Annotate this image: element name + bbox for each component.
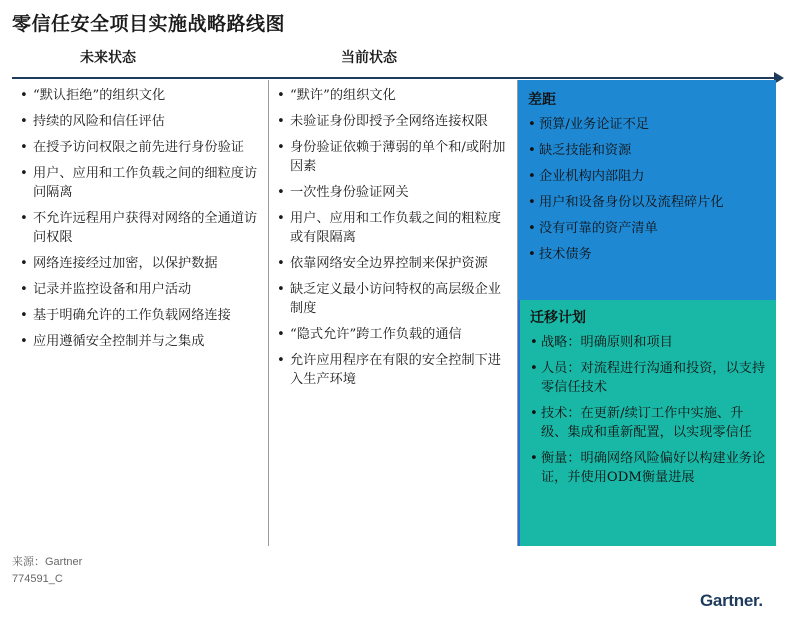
current-item: • 一次性身份验证网关 xyxy=(277,183,511,202)
future-item: • 应用遵循安全控制并与之集成 xyxy=(20,332,258,351)
future-item: • “默认拒绝”的组织文化 xyxy=(20,86,258,105)
future-item: • 记录并监控设备和用户活动 xyxy=(20,280,258,299)
current-item: • “默许”的组织文化 xyxy=(277,86,511,105)
timeline-arrow-line xyxy=(12,77,778,79)
gap-title: 差距 xyxy=(528,92,556,108)
gap-item: • 技术债务 xyxy=(528,245,766,264)
future-item: • 网络连接经过加密，以保护数据 xyxy=(20,254,258,273)
future-item: • 持续的风险和信任评估 xyxy=(20,112,258,131)
current-item: • 依靠网络安全边界控制来保护资源 xyxy=(277,254,511,273)
gap-box xyxy=(518,80,776,300)
gap-item: • 没有可靠的资产清单 xyxy=(528,219,766,238)
gap-item: • 缺乏技能和资源 xyxy=(528,141,766,160)
future-item: • 不允许远程用户获得对网络的全通道访问权限 xyxy=(20,209,258,247)
current-item: • “隐式允许”跨工作负载的通信 xyxy=(277,325,511,344)
future-item: • 在授予访问权限之前先进行身份验证 xyxy=(20,138,258,157)
current-state-list xyxy=(277,86,511,396)
figure-code: 774591_C xyxy=(12,573,63,585)
source-note: 来源：Gartner xyxy=(12,556,83,568)
future-state-header: 未来状态 xyxy=(80,50,136,66)
gap-item: • 用户和设备身份以及流程碎片化 xyxy=(528,193,766,212)
gap-item: • 预算/业务论证不足 xyxy=(528,115,766,134)
plan-title: 迁移计划 xyxy=(530,310,586,326)
current-item: • 允许应用程序在有限的安全控制下进入生产环境 xyxy=(277,351,511,389)
plan-item: • 人员：对流程进行沟通和投资，以支持零信任技术 xyxy=(530,359,766,397)
plan-item: • 技术：在更新/续订工作中实施、升级、集成和重新配置，以实现零信任 xyxy=(530,404,766,442)
plan-item: • 衡量：明确网络风险偏好以构建业务论证，并使用ODM衡量进展 xyxy=(530,449,766,487)
future-state-list xyxy=(20,86,258,358)
current-item: • 用户、应用和工作负载之间的粗粒度或有限隔离 xyxy=(277,209,511,247)
current-state-header: 当前状态 xyxy=(341,50,397,66)
gap-item: • 企业机构内部阻力 xyxy=(528,167,766,186)
current-item: • 未验证身份即授予全网络连接权限 xyxy=(277,112,511,131)
gartner-logo: Gartner. xyxy=(700,591,763,610)
future-item: • 用户、应用和工作负载之间的细粒度访问隔离 xyxy=(20,164,258,202)
plan-item: • 战略：明确原则和项目 xyxy=(530,333,766,352)
current-item: • 身份验证依赖于薄弱的单个和/或附加因素 xyxy=(277,138,511,176)
page-title: 零信任安全项目实施战略路线图 xyxy=(12,13,286,35)
future-item: • 基于明确允许的工作负载网络连接 xyxy=(20,306,258,325)
column-divider-1 xyxy=(268,80,269,546)
migration-plan-box xyxy=(518,300,776,546)
current-item: • 缺乏定义最小访问特权的高层级企业制度 xyxy=(277,280,511,318)
